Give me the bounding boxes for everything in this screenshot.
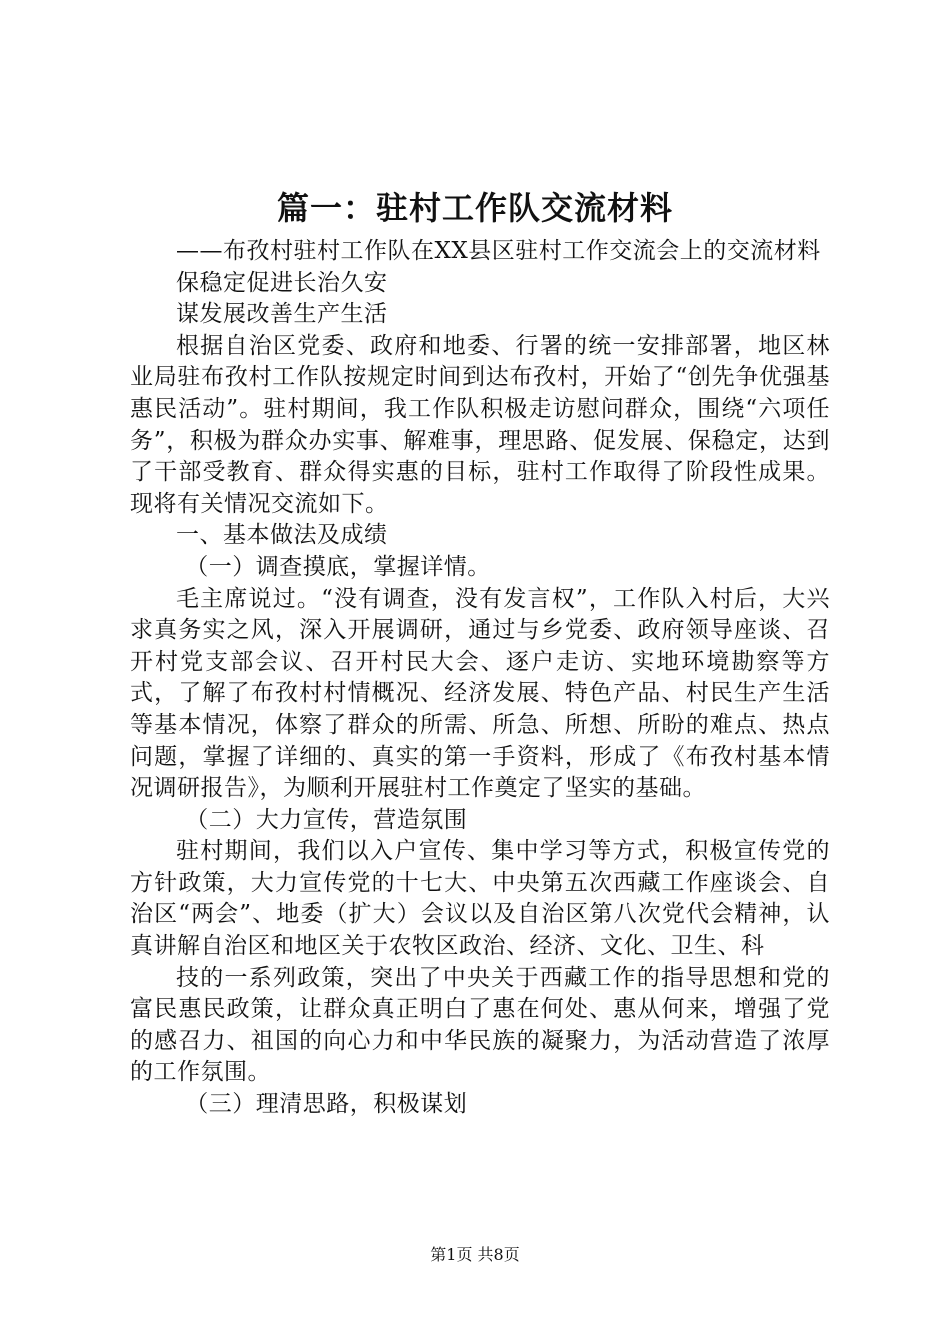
subtitle-paragraph: ——布孜村驻村工作队在XX县区驻村工作交流会上的交流材料: [176, 238, 821, 264]
heading-line: 谋发展改善生产生活: [176, 301, 388, 328]
body-paragraph: 技的一系列政策，突出了中央关于西藏工作的指导思想和党的富民惠民政策，让群众真正明白了惠在何处、惠从何来，增强了党的感召力、祖国的向心力和中华民族的凝聚力，为活动营造了浓厚的工作氛围。: [130, 964, 830, 1086]
subsection-heading: （三）理清思路，积极谋划: [185, 1091, 468, 1118]
document-body: [130, 236, 830, 1121]
page-number: 第1页 共8页: [430, 1245, 520, 1264]
section-heading: 一、基本做法及成绩: [176, 522, 388, 549]
heading-line: 保稳定促进长治久安: [176, 269, 388, 296]
body-paragraph: 根据自治区党委、政府和地委、行署的统一安排部署，地区林业局驻布孜村工作队按规定时间到达布孜村，开始了“创先争优强基惠民活动”。驻村期间，我工作队积极走访慰问群众，围绕“六项任务”，积极为群众办实事、解难事，理思路、促发展、保稳定，达到了干部受教育、群众得实惠的目标，驻村工作取得了阶段性成果。现将有关情况交流如下。: [130, 332, 830, 517]
subsection-heading: （二）大力宣传，营造氛围: [185, 806, 468, 833]
body-paragraph: 驻村期间，我们以入户宣传、集中学习等方式，积极宣传党的方针政策，大力宣传党的十七大、中央第五次西藏工作座谈会、自治区“两会”、地委（扩大）会议以及自治区第八次党代会精神，认真讲解自治区和地区关于农牧区政治、经济、文化、卫生、科: [130, 838, 830, 960]
document-title: 篇一：驻村工作队交流材料: [276, 189, 673, 227]
subsection-heading: （一）调查摸底，掌握详情。: [185, 553, 491, 580]
body-paragraph: 毛主席说过。“没有调查，没有发言权”，工作队入村后，大兴求真务实之风，深入开展调研，通过与乡党委、政府领导座谈、召开村党支部会议、召开村民大会、逐户走访、实地环境勘察等方式，了解了布孜村村情概况、经济发展、特色产品、村民生产生活等基本情况，体察了群众的所需、所急、所想、所盼的难点、热点问题，掌握了详细的、真实的第一手资料，形成了《布孜村基本情况调研报告》，为顺利开展驻村工作奠定了坚实的基础。: [130, 585, 830, 802]
